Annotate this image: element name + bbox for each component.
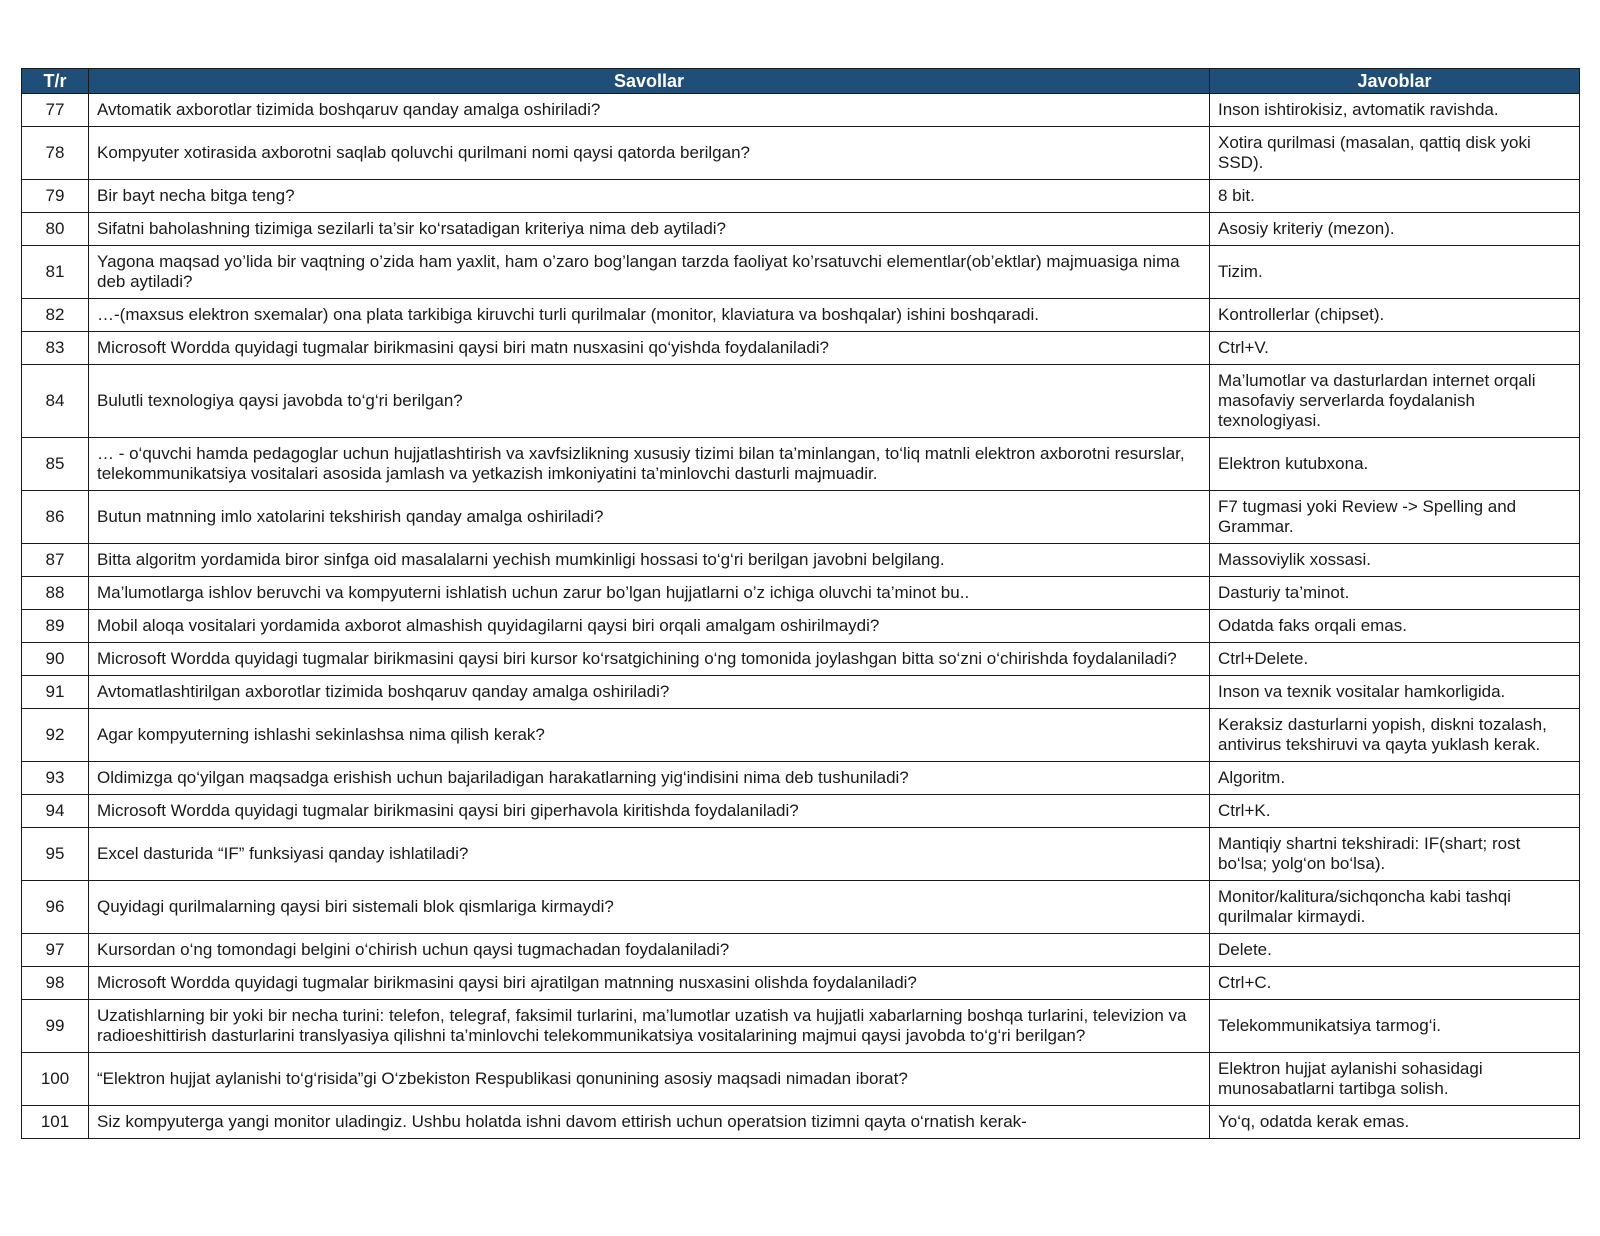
answer-cell: Algoritm. (1210, 762, 1580, 795)
question-cell: …-(maxsus elektron sxemalar) ona plata tarkibiga kiruvchi turli qurilmalar (monitor, klaviatura va boshqalar) ishini boshqaradi. (89, 299, 1210, 332)
table-row (22, 246, 1580, 299)
row-number: 98 (22, 967, 89, 1000)
question-cell: … - o‘quvchi hamda pedagoglar uchun hujjatlashtirish va xavfsizlikning xususiy tizimi bilan ta’minlangan, to‘liq matnli elektron axborotni resurslar, telekommunikatsiya vositalari asosida jamlash va yetkazish imkoniyatini ta’minlovchi dasturli majmuadir. (89, 438, 1210, 491)
table-row (22, 213, 1580, 246)
row-number: 100 (22, 1053, 89, 1106)
answer-cell: Odatda faks orqali emas. (1210, 610, 1580, 643)
question-cell: Sifatni baholashning tizimiga sezilarli ta’sir ko‘rsatadigan kriteriya nima deb aytiladi? (89, 213, 1210, 246)
row-number: 92 (22, 709, 89, 762)
answer-cell: Yo‘q, odatda kerak emas. (1210, 1106, 1580, 1139)
answer-cell: Tizim. (1210, 246, 1580, 299)
table-row (22, 438, 1580, 491)
answer-cell: Telekommunikatsiya tarmog‘i. (1210, 1000, 1580, 1053)
answer-cell: Ctrl+K. (1210, 795, 1580, 828)
table-row (22, 709, 1580, 762)
question-cell: Microsoft Wordda quyidagi tugmalar birikmasini qaysi biri matn nusxasini qo‘yishda foydalaniladi? (89, 332, 1210, 365)
answer-cell: Dasturiy ta’minot. (1210, 577, 1580, 610)
row-number: 84 (22, 365, 89, 438)
table-row (22, 676, 1580, 709)
table-row (22, 1053, 1580, 1106)
answer-cell: Ma’lumotlar va dasturlardan internet orqali masofaviy serverlarda foydalanish texnologiyasi. (1210, 365, 1580, 438)
row-number: 91 (22, 676, 89, 709)
table-header (22, 69, 1580, 94)
table-row (22, 881, 1580, 934)
question-cell: Butun matnning imlo xatolarini tekshirish qanday amalga oshiriladi? (89, 491, 1210, 544)
row-number: 101 (22, 1106, 89, 1139)
table-row (22, 1000, 1580, 1053)
question-cell: Kursordan o‘ng tomondagi belgini o‘chirish uchun qaysi tugmachadan foydalaniladi? (89, 934, 1210, 967)
answer-cell: Keraksiz dasturlarni yopish, diskni tozalash, antivirus tekshiruvi va qayta yuklash kerak. (1210, 709, 1580, 762)
row-number: 95 (22, 828, 89, 881)
row-number: 87 (22, 544, 89, 577)
question-cell: “Elektron hujjat aylanishi to‘g‘risida”gi O‘zbekiston Respublikasi qonunining asosiy maqsadi nimadan iborat? (89, 1053, 1210, 1106)
answer-cell: Xotira qurilmasi (masalan, qattiq disk yoki SSD). (1210, 127, 1580, 180)
question-cell: Bitta algoritm yordamida biror sinfga oid masalalarni yechish mumkinligi hossasi to‘g‘ri berilgan javobni belgilang. (89, 544, 1210, 577)
question-cell: Siz kompyuterga yangi monitor uladingiz. Ushbu holatda ishni davom ettirish uchun operatsion tizimni qayta o‘rnatish kerak- (89, 1106, 1210, 1139)
row-number: 90 (22, 643, 89, 676)
answer-cell: Inson ishtirokisiz, avtomatik ravishda. (1210, 94, 1580, 127)
table-row (22, 762, 1580, 795)
row-number: 96 (22, 881, 89, 934)
answer-cell: Elektron kutubxona. (1210, 438, 1580, 491)
header-row (22, 69, 1580, 94)
table-row (22, 299, 1580, 332)
question-cell: Kompyuter xotirasida axborotni saqlab qoluvchi qurilmani nomi qaysi qatorda berilgan? (89, 127, 1210, 180)
question-cell: Mobil aloqa vositalari yordamida axborot almashish quyidagilarni qaysi biri orqali amalgam oshirilmaydi? (89, 610, 1210, 643)
answer-cell: 8 bit. (1210, 180, 1580, 213)
answer-cell: Elektron hujjat aylanishi sohasidagi munosabatlarni tartibga solish. (1210, 1053, 1580, 1106)
table-row (22, 491, 1580, 544)
question-cell: Quyidagi qurilmalarning qaysi biri sistemali blok qismlariga kirmaydi? (89, 881, 1210, 934)
answer-cell: Massoviylik xossasi. (1210, 544, 1580, 577)
answer-cell: Inson va texnik vositalar hamkorligida. (1210, 676, 1580, 709)
table-row (22, 577, 1580, 610)
question-cell: Excel dasturida “IF” funksiyasi qanday ishlatiladi? (89, 828, 1210, 881)
table-row (22, 127, 1580, 180)
question-cell: Avtomatlashtirilgan axborotlar tizimida boshqaruv qanday amalga oshiriladi? (89, 676, 1210, 709)
row-number: 88 (22, 577, 89, 610)
row-number: 85 (22, 438, 89, 491)
answer-cell: Ctrl+Delete. (1210, 643, 1580, 676)
table-row (22, 365, 1580, 438)
table-row (22, 544, 1580, 577)
answer-cell: Delete. (1210, 934, 1580, 967)
question-cell: Uzatishlarning bir yoki bir necha turini: telefon, telegraf, faksimil turlarini, ma’lumotlar uzatish va hujjatli xabarlarning boshqa turlarini, televizion va radioeshittirish dasturlarini translyasiya qilishni ta’minlovchi telekommunikatsiya vositalarining majmui qaysi javobda to‘g‘ri berilgan? (89, 1000, 1210, 1053)
answer-cell: Asosiy kriteriy (mezon). (1210, 213, 1580, 246)
answer-cell: Ctrl+C. (1210, 967, 1580, 1000)
row-number: 93 (22, 762, 89, 795)
row-number: 86 (22, 491, 89, 544)
answer-cell: Monitor/kalitura/sichqoncha kabi tashqi qurilmalar kirmaydi. (1210, 881, 1580, 934)
table-row (22, 795, 1580, 828)
question-cell: Agar kompyuterning ishlashi sekinlashsa nima qilish kerak? (89, 709, 1210, 762)
question-cell: Microsoft Wordda quyidagi tugmalar birikmasini qaysi biri kursor ko‘rsatgichining o‘ng tomonida joylashgan bitta so‘zni o‘chirishda foydalaniladi? (89, 643, 1210, 676)
row-number: 81 (22, 246, 89, 299)
question-cell: Oldimizga qo‘yilgan maqsadga erishish uchun bajariladigan harakatlarning yig‘indisini nima deb tushuniladi? (89, 762, 1210, 795)
table-row (22, 94, 1580, 127)
row-number: 80 (22, 213, 89, 246)
row-number: 79 (22, 180, 89, 213)
row-number: 99 (22, 1000, 89, 1053)
table-row (22, 610, 1580, 643)
question-cell: Microsoft Wordda quyidagi tugmalar birikmasini qaysi biri giperhavola kiritishda foydalaniladi? (89, 795, 1210, 828)
row-number: 97 (22, 934, 89, 967)
qa-table (21, 68, 1580, 1139)
question-cell: Microsoft Wordda quyidagi tugmalar birikmasini qaysi biri ajratilgan matnning nusxasini olishda foydalaniladi? (89, 967, 1210, 1000)
answer-cell: Mantiqiy shartni tekshiradi: IF(shart; rost bo‘lsa; yolg‘on bo‘lsa). (1210, 828, 1580, 881)
column-header-question: Savollar (89, 69, 1210, 94)
row-number: 94 (22, 795, 89, 828)
answer-cell: Kontrollerlar (chipset). (1210, 299, 1580, 332)
question-cell: Bir bayt necha bitga teng? (89, 180, 1210, 213)
table-row (22, 180, 1580, 213)
question-cell: Bulutli texnologiya qaysi javobda to‘g‘ri berilgan? (89, 365, 1210, 438)
row-number: 83 (22, 332, 89, 365)
table-row (22, 1106, 1580, 1139)
question-cell: Avtomatik axborotlar tizimida boshqaruv qanday amalga oshiriladi? (89, 94, 1210, 127)
question-cell: Yagona maqsad yo’lida bir vaqtning o’zida ham yaxlit, ham o’zaro bog’langan tarzda faoliyat ko’rsatuvchi elementlar(ob’ektlar) majmuasiga nima deb aytiladi? (89, 246, 1210, 299)
table-row (22, 967, 1580, 1000)
table-row (22, 934, 1580, 967)
table-row (22, 828, 1580, 881)
column-header-number: T/r (22, 69, 89, 94)
row-number: 78 (22, 127, 89, 180)
document-page (21, 68, 1579, 1139)
table-row (22, 332, 1580, 365)
table-row (22, 643, 1580, 676)
table-body (22, 94, 1580, 1139)
row-number: 77 (22, 94, 89, 127)
question-cell: Ma’lumotlarga ishlov beruvchi va kompyuterni ishlatish uchun zarur bo’lgan hujjatlarni o’z ichiga oluvchi ta’minot bu.. (89, 577, 1210, 610)
column-header-answer: Javoblar (1210, 69, 1580, 94)
answer-cell: F7 tugmasi yoki Review -> Spelling and Grammar. (1210, 491, 1580, 544)
row-number: 89 (22, 610, 89, 643)
row-number: 82 (22, 299, 89, 332)
answer-cell: Ctrl+V. (1210, 332, 1580, 365)
